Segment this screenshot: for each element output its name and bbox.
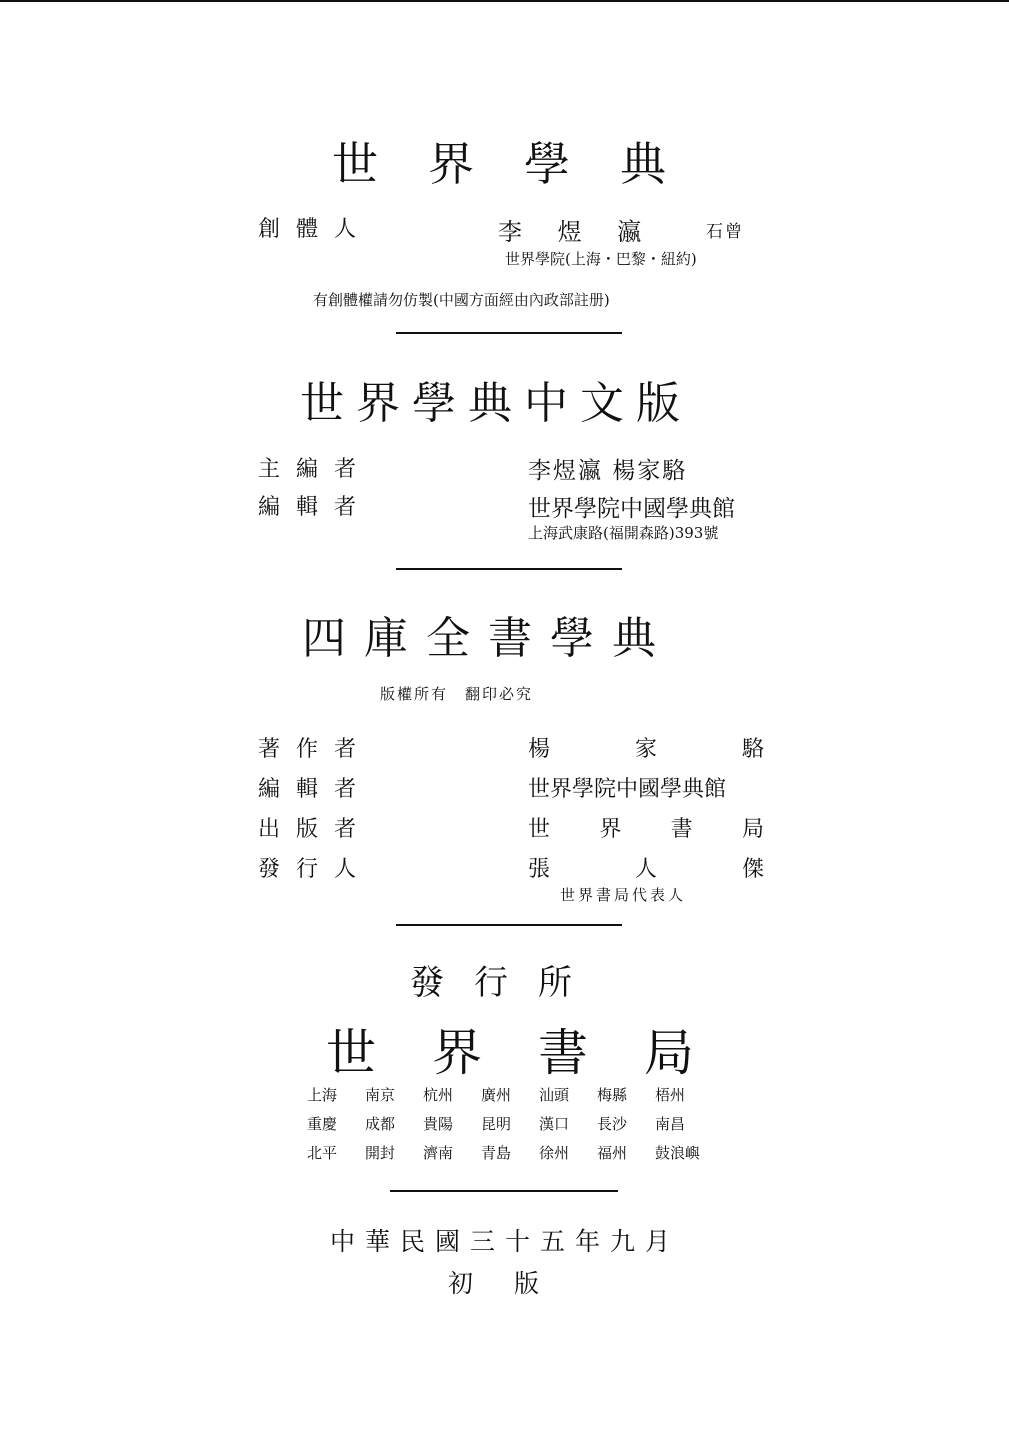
- branch-city: 上海: [307, 1086, 338, 1104]
- top-border: [0, 0, 1009, 2]
- branch-city: 福州: [597, 1144, 628, 1162]
- branch-city: 廣州: [481, 1086, 512, 1104]
- editor-value: 世界學院中國學典館: [528, 496, 735, 522]
- distributor-label: 發行所: [410, 963, 602, 1003]
- branch-city: 濟南: [423, 1144, 454, 1162]
- branch-city: 成都: [365, 1115, 396, 1133]
- branch-city: 南京: [365, 1086, 396, 1104]
- copyright-note: 有創體權請勿仿製(中國方面經由內政部註册): [313, 291, 610, 309]
- branch-city: 貴陽: [423, 1115, 454, 1133]
- compiler-label: 編輯者: [258, 777, 373, 802]
- editor-label: 編輯者: [258, 495, 373, 520]
- publication-date: 中華民國三十五年九月: [330, 1227, 681, 1256]
- distributor-name: 世界書局: [326, 1024, 750, 1082]
- issuer-value: 張 人 傑: [528, 857, 764, 882]
- branch-city: 南昌: [655, 1115, 686, 1133]
- divider: [396, 568, 622, 570]
- title-chinese-edition: 世界學典中文版: [300, 378, 692, 429]
- branch-city: 杭州: [423, 1086, 454, 1104]
- rights-reserved-notice: 版權所有 翻印必究: [380, 685, 534, 703]
- divider: [396, 332, 622, 334]
- title-siku-quanshu-dictionary: 四庫全書學典: [302, 613, 674, 664]
- branch-city: 鼓浪嶼: [655, 1144, 701, 1162]
- branch-city: 梧州: [655, 1086, 686, 1104]
- branch-city: 梅縣: [597, 1086, 628, 1104]
- founder-courtesy-name: 石曾: [706, 222, 744, 242]
- divider: [390, 1190, 618, 1192]
- branch-city: 北平: [307, 1144, 338, 1162]
- issuer-label: 發行人: [258, 857, 373, 882]
- editor-in-chief-label: 主編者: [258, 457, 373, 482]
- publisher-representative: 世界書局代表人: [560, 886, 687, 904]
- branch-city: 青島: [481, 1144, 512, 1162]
- editor-address: 上海武康路(福開森路)393號: [528, 524, 719, 542]
- publisher-label: 出版者: [258, 817, 373, 842]
- editor-in-chief-value: 李煜瀛 楊家駱: [528, 458, 688, 484]
- publisher-value: 世 界 書 局: [528, 817, 764, 842]
- branch-city: 徐州: [539, 1144, 570, 1162]
- branch-city: 重慶: [307, 1115, 338, 1133]
- edition: 初 版: [448, 1269, 548, 1298]
- branch-city: 漢口: [539, 1115, 570, 1133]
- author-value: 楊 家 駱: [528, 737, 764, 762]
- founder-label: 創體人: [258, 217, 373, 242]
- title-world-academy-dictionary: 世界學典: [332, 137, 716, 191]
- divider: [396, 924, 622, 926]
- institute-locations: 世界學院(上海・巴黎・紐約): [505, 250, 697, 268]
- branch-cities-grid: [307, 1084, 713, 1163]
- compiler-value: 世界學院中國學典館: [528, 777, 727, 802]
- founder-name: 李 煜 瀛: [498, 218, 656, 246]
- branch-city: 開封: [365, 1144, 396, 1162]
- branch-city: 昆明: [481, 1115, 512, 1133]
- branch-city: 汕頭: [539, 1086, 570, 1104]
- branch-city: 長沙: [597, 1115, 628, 1133]
- author-label: 著作者: [258, 737, 373, 762]
